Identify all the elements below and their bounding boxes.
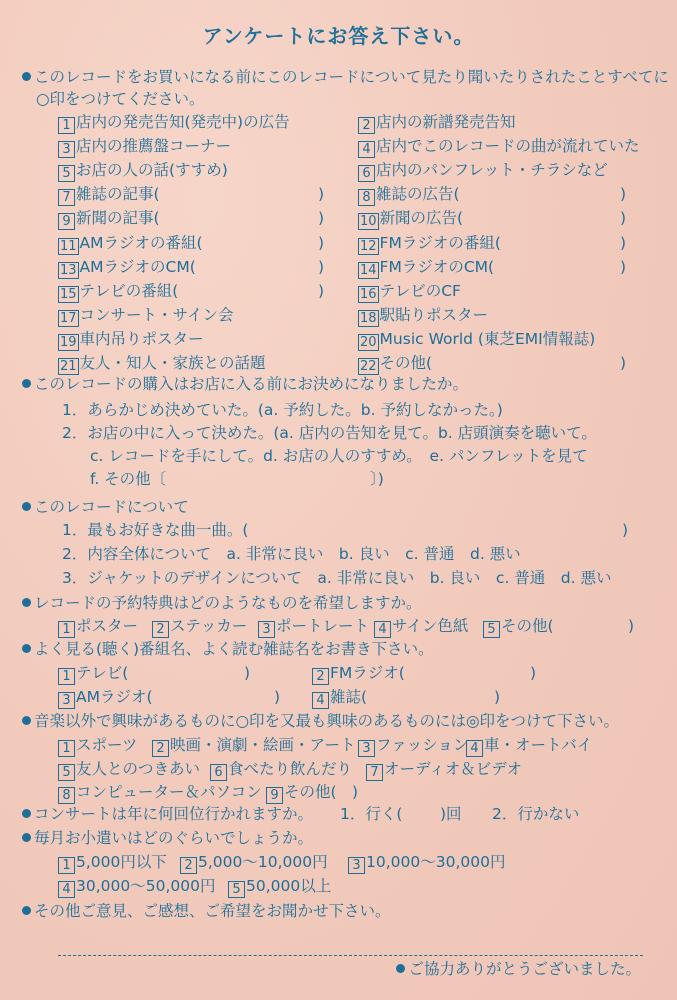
q3-jacket-rating[interactable]: 3．ジャケットのデザインについて a. 非常に良い b. 良い c. 普通 d. 悪い [62, 569, 612, 587]
option-q1-options-15[interactable] [358, 282, 461, 303]
option-q1-options-8[interactable] [58, 209, 160, 230]
option-number: 4 [374, 621, 391, 638]
option-q6-row2-1[interactable] [210, 760, 352, 781]
close-paren: ) [318, 233, 325, 252]
close-paren: ) [620, 209, 627, 228]
option-number: 4 [466, 740, 483, 757]
close-paren: ) [244, 664, 251, 682]
option-q4-options-0[interactable] [58, 617, 138, 638]
option-q1-options-2[interactable] [58, 137, 231, 158]
option-q5-options-0[interactable] [58, 664, 128, 685]
option-q5-options-3[interactable] [312, 688, 367, 709]
option-number: 3 [58, 692, 75, 709]
option-label: 新聞の広告( [379, 209, 464, 228]
bullet-icon [22, 809, 31, 818]
close-paren: ) [530, 664, 537, 682]
option-q5-options-1[interactable] [312, 664, 405, 685]
q4-prompt [22, 594, 422, 612]
option-q8-row2-1[interactable] [228, 877, 331, 898]
option-q4-options-3[interactable] [374, 617, 468, 638]
option-label: 食べたり飲んだり [228, 760, 353, 778]
q6-question: 音楽以外で興味があるものに○印を又最も興味のあるものには◎印をつけて下さい。 [34, 712, 620, 730]
q1-prompt [22, 68, 669, 86]
q2-answer-1[interactable]: 1．あらかじめ決めていた。(a. 予約した。b. 予約しなかった。) [62, 401, 503, 419]
option-number: 6 [358, 165, 375, 182]
close-paren: ) [318, 209, 325, 228]
close-paren: ) [620, 233, 627, 252]
option-label: AMラジオ( [76, 688, 153, 706]
close-paren: ) [352, 783, 359, 801]
q3-favorite-song[interactable]: 1．最もお好きな曲一曲。( [62, 521, 249, 539]
q7-question: コンサートは年に何回位行かれますか。 [34, 805, 314, 823]
option-label: FMラジオ( [330, 664, 405, 682]
q7-answer-go[interactable]: 1．行く( [340, 805, 403, 823]
bullet-icon [396, 964, 405, 973]
option-q1-options-7[interactable] [358, 185, 460, 206]
option-q1-options-12[interactable] [58, 258, 196, 279]
option-label: 車内吊りポスター [79, 329, 204, 348]
option-number: 9 [58, 213, 75, 230]
option-q1-options-0[interactable] [58, 113, 290, 134]
q5-prompt [22, 640, 434, 658]
option-label: 店内でこのレコードの曲が流れていた [376, 137, 640, 156]
option-number: 2 [358, 117, 375, 134]
option-label: サイン色紙 [392, 617, 469, 635]
option-label: テレビの番組( [79, 281, 179, 300]
option-q8-row2-0[interactable] [58, 877, 215, 898]
close-paren: ) [318, 281, 325, 300]
option-q6-row3-1[interactable] [266, 783, 337, 804]
option-number: 3 [258, 621, 275, 638]
q3-content-rating[interactable]: 2．内容全体について a. 非常に良い b. 良い c. 普通 d. 悪い [62, 545, 521, 563]
q7-answer-go-end: )回 [440, 805, 462, 823]
q7-answer-no[interactable]: 2．行かない [492, 805, 580, 823]
option-q1-options-11[interactable] [358, 234, 501, 255]
option-number: 3 [58, 141, 75, 158]
option-number: 4 [312, 692, 329, 709]
q2-answer-2-cont[interactable]: c. レコードを手にして。d. お店の人のすすめ。 e. パンフレットを見て [90, 447, 588, 465]
option-q1-options-17[interactable] [358, 306, 488, 327]
close-paren: ) [318, 257, 325, 276]
option-number: 4 [58, 881, 75, 898]
option-q1-options-1[interactable] [358, 113, 516, 134]
option-number: 3 [358, 740, 375, 757]
option-q1-options-13[interactable] [358, 258, 494, 279]
close-paren: ) [628, 617, 635, 635]
option-label: AMラジオのCM( [79, 257, 196, 276]
option-number: 7 [58, 189, 75, 206]
q9-prompt [22, 902, 391, 920]
option-number: 1 [58, 740, 75, 757]
option-number: 1 [58, 621, 75, 638]
option-label: FMラジオの番組( [379, 233, 501, 252]
q6-prompt [22, 712, 619, 730]
thanks-text: ご協力ありがとうございました。 [408, 960, 641, 978]
q8-question: 毎月お小遣いはどのぐらいでしょうか。 [34, 829, 314, 847]
option-label: Music World (東芝EMI情報誌) [379, 329, 596, 348]
q2-answer-2[interactable]: 2．お店の中に入って決めた。(a. 店内の告知を見て。b. 店頭演奏を聴いて。 [62, 424, 597, 442]
bullet-icon [22, 598, 31, 607]
option-q8-row1-0[interactable] [58, 853, 167, 874]
option-q1-options-5[interactable] [358, 161, 608, 182]
option-label: 駅貼りポスター [379, 305, 489, 324]
option-q6-row1-1[interactable] [152, 736, 356, 757]
option-q4-options-1[interactable] [152, 617, 247, 638]
option-q8-row1-2[interactable] [348, 853, 505, 874]
option-number: 12 [360, 238, 377, 254]
option-label: 5,000～10,000円 [198, 853, 328, 871]
comment-line[interactable] [58, 955, 643, 956]
option-number: 22 [360, 359, 377, 374]
option-label: ポスター [76, 617, 139, 635]
option-label: AMラジオの番組( [79, 233, 203, 252]
close-paren: ) [494, 688, 501, 706]
option-number: 19 [60, 334, 77, 350]
q9-question: その他ご意見、ご感想、ご希望をお聞かせ下さい。 [34, 902, 391, 920]
option-label: テレビのCF [379, 281, 461, 300]
bullet-icon [22, 906, 31, 915]
option-label: 雑誌( [330, 688, 368, 706]
option-label: その他( [284, 783, 337, 801]
option-label: スポーツ [76, 736, 138, 754]
option-q6-row1-0[interactable] [58, 736, 137, 757]
option-q1-options-9[interactable] [358, 209, 463, 230]
option-q1-options-10[interactable] [58, 234, 203, 255]
q2-question: このレコードの購入はお店に入る前にお決めになりましたか。 [34, 375, 469, 393]
option-number: 9 [266, 787, 283, 804]
option-number: 1 [58, 668, 75, 685]
option-label: 30,000～50,000円 [76, 877, 216, 895]
option-label: 雑誌の記事( [76, 185, 160, 204]
option-label: 店内の新譜発売告知 [376, 113, 516, 131]
option-q1-options-6[interactable] [58, 185, 160, 206]
q2-answer-other[interactable]: f. その他〔 [90, 470, 167, 488]
option-label: 店内の発売告知(発売中)の広告 [76, 113, 290, 131]
option-q4-options-2[interactable] [258, 617, 369, 638]
option-q1-options-18[interactable] [58, 330, 204, 351]
option-number: 5 [58, 764, 75, 781]
option-q4-options-4[interactable] [483, 617, 554, 638]
option-number: 5 [228, 881, 245, 898]
option-q1-options-19[interactable] [358, 330, 595, 351]
option-number: 7 [366, 764, 383, 781]
option-label: お店の人の話(すすめ) [76, 161, 228, 180]
thanks-message [396, 960, 641, 978]
q3-question: このレコードについて [34, 498, 189, 516]
option-number: 16 [360, 286, 377, 302]
bullet-icon [22, 379, 31, 388]
bullet-icon [22, 502, 31, 511]
q8-prompt [22, 829, 313, 847]
option-label: FMラジオのCM( [379, 257, 495, 276]
option-label: 店内のパンフレット・チラシなど [376, 161, 608, 180]
option-number: 8 [358, 189, 375, 206]
option-q6-row3-0[interactable] [58, 783, 262, 804]
option-label: その他( [501, 617, 554, 635]
option-label: ステッカー [170, 617, 248, 635]
option-number: 13 [60, 262, 77, 278]
option-number: 5 [483, 621, 500, 638]
page-title: アンケートにお答え下さい。 [202, 24, 475, 48]
option-label: 5,000円以下 [76, 853, 167, 871]
option-label: ファッション [376, 736, 469, 754]
option-label: ポートレート [276, 617, 370, 635]
option-number: 17 [60, 310, 77, 326]
close-paren: ) [620, 354, 627, 372]
option-label: オーディオ＆ビデオ [384, 760, 522, 778]
option-q1-options-4[interactable] [58, 161, 228, 182]
option-number: 1 [58, 117, 75, 134]
option-q5-options-2[interactable] [58, 688, 153, 709]
q3-prompt [22, 498, 189, 516]
option-number: 5 [58, 165, 75, 182]
q2-prompt [22, 375, 468, 393]
option-q1-options-21[interactable] [358, 354, 432, 375]
option-label: その他( [379, 354, 433, 372]
bullet-icon [22, 72, 31, 81]
q1-prompt-2: ○印をつけてください。 [36, 90, 205, 108]
option-number: 1 [58, 857, 75, 874]
q7-prompt [22, 805, 313, 823]
option-label: 新聞の記事( [76, 209, 160, 228]
option-number: 2 [180, 857, 197, 874]
q5-question: よく見る(聴く)番組名、よく読む雑誌名をお書き下さい。 [34, 640, 434, 658]
option-label: 50,000以上 [246, 877, 332, 895]
option-label: 映画・演劇・絵画・アート [170, 736, 356, 754]
option-number: 3 [348, 857, 365, 874]
option-q6-row1-3[interactable] [466, 736, 592, 757]
option-number: 2 [312, 668, 329, 685]
option-number: 2 [152, 621, 169, 638]
option-label: コンサート・サイン会 [79, 305, 234, 324]
close-paren: ) [318, 185, 325, 204]
option-q1-options-16[interactable] [58, 306, 233, 327]
q3-favorite-song-end: ) [622, 521, 629, 539]
bullet-icon [22, 716, 31, 725]
option-q6-row2-2[interactable] [366, 760, 522, 781]
option-number: 11 [60, 238, 77, 254]
option-q1-options-3[interactable] [358, 137, 640, 158]
option-label: 店内の推薦盤コーナー [76, 137, 232, 156]
close-paren: ) [274, 688, 281, 706]
q2-answer-other-end: 〕) [370, 470, 384, 488]
option-q6-row2-0[interactable] [58, 760, 200, 781]
option-q8-row1-1[interactable] [180, 853, 328, 874]
option-label: 友人・知人・家族との話題 [79, 354, 266, 372]
option-number: 4 [358, 141, 375, 158]
option-number: 14 [360, 262, 377, 278]
option-q1-options-14[interactable] [58, 282, 178, 303]
option-number: 2 [152, 740, 169, 757]
option-number: 21 [60, 359, 77, 374]
option-q1-options-20[interactable] [58, 354, 266, 375]
option-number: 6 [210, 764, 227, 781]
option-label: 10,000～30,000円 [366, 853, 506, 871]
option-label: 友人とのつきあい [76, 760, 201, 778]
bullet-icon [22, 833, 31, 842]
option-label: 車・オートバイ [484, 736, 593, 754]
option-label: コンピューター＆パソコン [76, 783, 262, 801]
option-label: テレビ( [76, 664, 129, 682]
q1-line1: このレコードをお買いになる前にこのレコードについて見たり聞いたりされたことすべてに [34, 68, 669, 86]
close-paren: ) [620, 185, 627, 204]
option-q6-row1-2[interactable] [358, 736, 468, 757]
option-number: 18 [360, 310, 377, 326]
option-number: 8 [58, 787, 75, 804]
option-label: 雑誌の広告( [376, 185, 460, 204]
q4-question: レコードの予約特典はどのようなものを希望しますか。 [34, 594, 422, 612]
bullet-icon [22, 644, 31, 653]
option-number: 20 [360, 334, 377, 350]
option-number: 10 [360, 214, 377, 230]
close-paren: ) [620, 257, 627, 276]
option-number: 15 [60, 286, 77, 302]
